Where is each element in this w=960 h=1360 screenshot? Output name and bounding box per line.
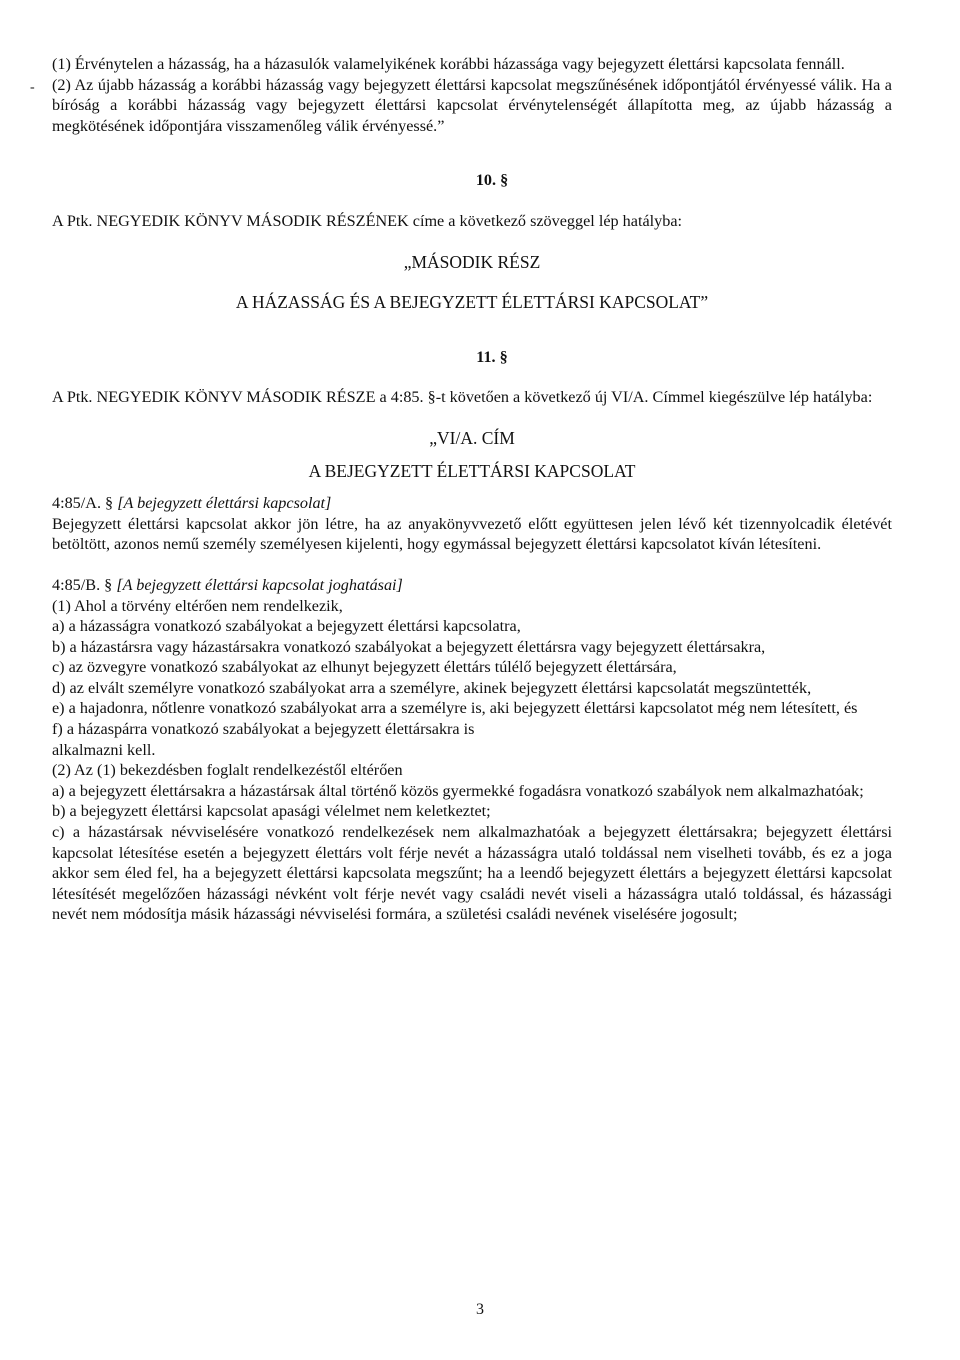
list-item: e) a hajadonra, nőtlenre vonatkozó szabályokat arra a személyre is, aki bejegyzett élettársi kapcsolatot még nem létesített, és xyxy=(52,699,858,718)
list-item: (1) Ahol a törvény eltérően nem rendelkezik, xyxy=(52,596,343,615)
list-item: f) a házaspárra vonatkozó szabályokat a bejegyzett élettársakra is xyxy=(52,720,475,739)
list-item: c) a házastársak névviselésére vonatkozó rendelkezések nem alkalmazhatóak a bejegyzett élettársakra; bejegyzett élettársi kapcsolat létesítése esetén a bejegyzett élettárs volt férje nevét a házasságra utaló toldással nem viselheti tovább, és ez a joga akkor sem éled fel, ha a bejegyzett élettársi kapcsolata megszűnt; ha a leendő bejegyzett élettárs a bejegyzett élettársi kapcsolat létesítését megelőzően házassági névként volt férje nevét vagy családi nevét viseli a házasságra utaló toldással, és házassági nevét nem módosítja másik házassági névviselési formára, a születési családi nevének viselésére jogosult; xyxy=(52,823,892,924)
part-subtitle: A HÁZASSÁG ÉS A BEJEGYZETT ÉLETTÁRSI KAPCSOLAT” xyxy=(235,292,709,313)
title-via: „VI/A. CÍM xyxy=(429,427,515,448)
paragraph-2: (2) Az újabb házasság a korábbi házasság vagy bejegyzett élettársi kapcsolat megszűnésének időpontjától érvényessé válik. Ha a bíróság a korábbi házasság vagy bejegyzett élettársi kapcsolat érvénytelenségét állapította meg, az újabb házasság a megkötésének időpontjára visszamenőleg válik érvényessé.” xyxy=(52,75,892,135)
list-item: d) az elvált személyre vonatkozó szabályokat arra a személyre, akinek bejegyzett élettársi kapcsolatát megszüntették, xyxy=(52,678,812,697)
list-item: b) a bejegyzett élettársi kapcsolat apasági vélelmet nem keletkeztet; xyxy=(52,802,491,821)
section-10-text: A Ptk. NEGYEDIK KÖNYV MÁSODIK RÉSZÉNEK címe a következő szöveggel lép hatályba: xyxy=(52,211,682,230)
list-item: (2) Az (1) bekezdésben foglalt rendelkezéstől eltérően xyxy=(52,761,403,780)
article-title: [A bejegyzett élettársi kapcsolat] xyxy=(117,494,332,513)
section-10-heading: 10. § xyxy=(475,171,509,190)
article-title: [A bejegyzett élettársi kapcsolat joghatásai] xyxy=(116,575,403,594)
article-number: 4:85/B. § xyxy=(52,575,113,594)
part-title: „MÁSODIK RÉSZ xyxy=(403,251,541,272)
list-item: alkalmazni kell. xyxy=(52,740,156,759)
list-item: a) a házasságra vonatkozó szabályokat a bejegyzett élettársi kapcsolatra, xyxy=(52,617,521,636)
document-body xyxy=(52,54,892,925)
margin-mark: - xyxy=(30,80,35,95)
article-4-85b-heading xyxy=(52,575,892,596)
article-4-85a-text: Bejegyzett élettársi kapcsolat akkor jön létre, ha az anyakönyvvezető előtt együttesen jelen lévő két tizennyolcadik életévét betöltött, azonos nemű személy személyesen kijelenti, hogy egymással bejegyzett élettársi kapcsolatot kíván létesíteni. xyxy=(52,514,892,554)
paragraph-1: (1) Érvénytelen a házasság, ha a házasulók valamelyikének korábbi házassága vagy bejegyzett élettársi kapcsolata fennáll. xyxy=(52,55,845,73)
list-item: b) a házastársra vagy házastársakra vonatkozó szabályokat a bejegyzett élettársra vagy bejegyzett élettársakra, xyxy=(52,637,766,656)
page-number: 3 xyxy=(476,1301,484,1318)
title-via-subtitle: A BEJEGYZETT ÉLETTÁRSI KAPCSOLAT xyxy=(308,460,636,481)
article-4-85a-heading xyxy=(52,493,892,514)
list-item: a) a bejegyzett élettársakra a házastársak által történő közös gyermekké fogadásra vonatkozó szabályok nem alkalmazhatóak; xyxy=(52,781,864,800)
section-11-text: A Ptk. NEGYEDIK KÖNYV MÁSODIK RÉSZE a 4:85. §-t követően a következő új VI/A. Címmel kiegészülve lép hatályba: xyxy=(52,388,873,407)
list-item: c) az özvegyre vonatkozó szabályokat az elhunyt bejegyzett élettárs túlélő bejegyzett élettársára, xyxy=(52,658,677,677)
section-11-heading: 11. § xyxy=(476,347,508,366)
article-number: 4:85/A. § xyxy=(52,494,114,513)
